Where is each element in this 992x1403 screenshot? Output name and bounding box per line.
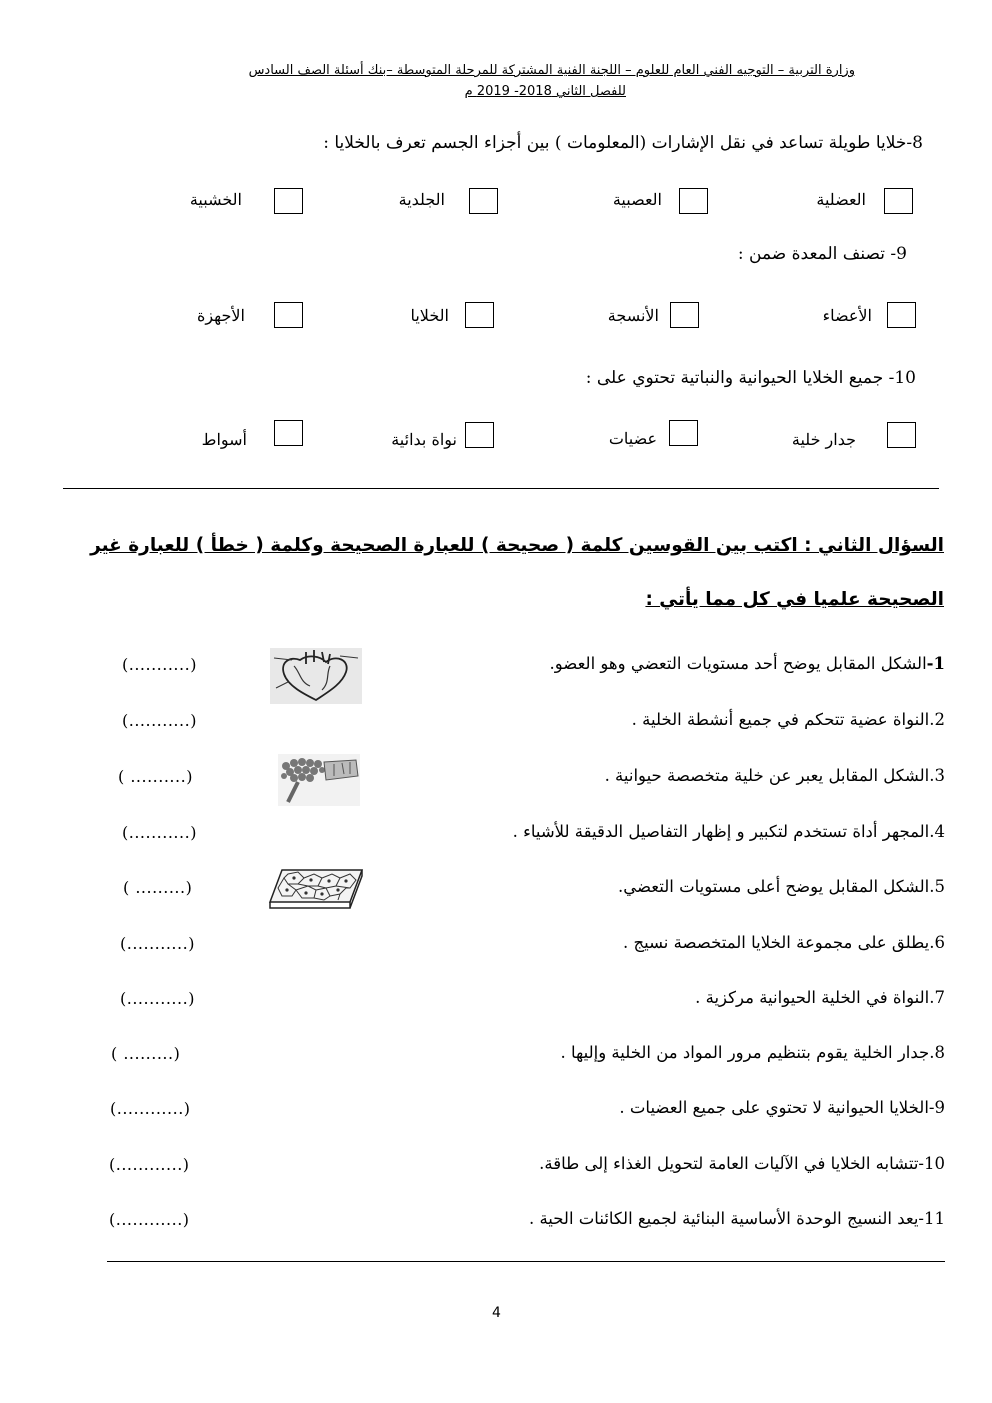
section2-title-line-2: الصحيحة علميا في كل مما يأتي : (645, 589, 944, 610)
statement-text: الخلايا الحيوانية لا تحتوي على جميع العضيات . (619, 1098, 929, 1117)
statement-6 (623, 933, 945, 952)
statement-11 (529, 1209, 945, 1228)
answer-blank-9[interactable]: (............) (110, 1099, 191, 1118)
section2-title-line-1: السؤال الثاني : اكتب بين القوسين كلمة ( صحيحة ) للعبارة الصحيحة وكلمة ( خطأ ) للعبارة غير (90, 535, 944, 556)
statement-number: 10- (918, 1154, 945, 1173)
statement-number: 5. (929, 877, 945, 896)
statement-number: 8. (929, 1043, 945, 1062)
mcq-8-option-4-checkbox[interactable] (274, 188, 303, 214)
mcq-8-option-2-label: العصبية (612, 190, 662, 209)
answer-blank-10[interactable]: (............) (109, 1155, 190, 1174)
specialized-cell-figure (278, 754, 360, 806)
mcq-8-option-1-label: العضلية (816, 190, 866, 209)
statement-number: 2. (929, 710, 945, 729)
statement-number: 11- (918, 1209, 945, 1228)
mcq-9-option-4-label: الأجهزة (196, 306, 245, 325)
page-number: 4 (492, 1305, 501, 1321)
mcq-9-option-1-label: الأعضاء (822, 306, 872, 325)
statement-text: الشكل المقابل يعبر عن خلية متخصصة حيوانية . (604, 766, 930, 785)
mcq-9-option-3-checkbox[interactable] (465, 302, 494, 328)
statement-10 (539, 1154, 945, 1173)
header-line-2: للفصل الثاني 2018- 2019 م (464, 84, 626, 99)
answer-blank-7[interactable]: (...........) (120, 989, 195, 1008)
answer-blank-8[interactable]: ( .........) (111, 1044, 181, 1063)
answer-blank-5[interactable]: ( .........) (123, 878, 193, 897)
section-divider (63, 488, 939, 489)
mcq-9-option-3-label: الخلايا (410, 306, 449, 325)
mcq-8-option-2-checkbox[interactable] (679, 188, 708, 214)
mcq-8-option-3-checkbox[interactable] (469, 188, 498, 214)
tissue-figure (268, 866, 364, 910)
statement-7 (695, 988, 945, 1007)
mcq-8-option-3-label: الجلدية (398, 190, 445, 209)
statement-2 (632, 710, 945, 729)
statement-number: 9- (928, 1098, 945, 1117)
statement-4 (513, 822, 945, 841)
mcq-9-option-1-checkbox[interactable] (887, 302, 916, 328)
statement-number: 4. (929, 822, 945, 841)
mcq-10-option-4-label: أسواط (201, 430, 247, 449)
mcq-10-option-1-label: جدار خلية (791, 430, 856, 449)
mcq-9-option-2-checkbox[interactable] (670, 302, 699, 328)
statement-number: 6. (929, 933, 945, 952)
statement-number: 3. (929, 766, 945, 785)
statement-9 (619, 1098, 945, 1117)
statement-5 (618, 877, 945, 896)
statement-number: 1- (926, 654, 945, 673)
statement-text: تتشابه الخلايا في الآليات العامة لتحويل الغذاء إلى طاقة. (539, 1154, 919, 1173)
mcq-9-option-4-checkbox[interactable] (274, 302, 303, 328)
mcq-8-question: 8-خلايا طويلة تساعد في نقل الإشارات (المعلومات ) بين أجزاء الجسم تعرف بالخلايا : (323, 133, 923, 153)
statement-1 (550, 654, 946, 673)
mcq-8-option-4-label: الخشبية (189, 190, 242, 209)
statement-text: يعد النسيج الوحدة الأساسية البنائية لجميع الكائنات الحية . (528, 1209, 919, 1228)
statement-text: المجهر أداة تستخدم لتكبير و إظهار التفاصيل الدقيقة للأشياء . (512, 822, 930, 841)
answer-blank-1[interactable]: (...........) (122, 655, 197, 674)
mcq-10-option-3-checkbox[interactable] (465, 422, 494, 448)
mcq-10-question: 10- جميع الخلايا الحيوانية والنباتية تحتوي على : (585, 368, 916, 388)
statement-number: 7. (929, 988, 945, 1007)
statement-8 (560, 1043, 945, 1062)
heart-figure (270, 648, 362, 704)
answer-blank-4[interactable]: (...........) (122, 823, 197, 842)
answer-blank-11[interactable]: (............) (109, 1210, 190, 1229)
mcq-8-option-1-checkbox[interactable] (884, 188, 913, 214)
mcq-10-option-2-label: عضيات (608, 429, 657, 448)
statement-text: يطلق على مجموعة الخلايا المتخصصة نسيج . (622, 933, 930, 952)
answer-blank-6[interactable]: (...........) (120, 934, 195, 953)
mcq-9-question: 9- تصنف المعدة ضمن : (737, 244, 907, 264)
mcq-10-option-1-checkbox[interactable] (887, 422, 916, 448)
header-line-1: وزارة التربية – التوجيه الفني العام للعلوم – اللجنة الفنية المشتركة للمرحلة المتوسطة –بنك أسئلة الصف السادس (248, 63, 855, 78)
mcq-10-option-4-checkbox[interactable] (274, 420, 303, 446)
answer-blank-3[interactable]: ( ..........) (118, 767, 193, 786)
mcq-9-option-2-label: الأنسجة (607, 306, 659, 325)
mcq-10-option-2-checkbox[interactable] (669, 420, 698, 446)
statement-text: الشكل المقابل يوضح أحد مستويات التعضي وهو العضو. (549, 654, 927, 673)
answer-blank-2[interactable]: (...........) (122, 711, 197, 730)
bottom-divider (107, 1261, 945, 1262)
statement-text: جدار الخلية يقوم بتنظيم مرور المواد من الخلية وإليها . (560, 1043, 930, 1062)
statement-text: النواة عضية تتحكم في جميع أنشطة الخلية . (631, 710, 930, 729)
mcq-10-option-3-label: نواة بدائية (391, 430, 457, 449)
statement-text: الشكل المقابل يوضح أعلى مستويات التعضي. (617, 877, 930, 896)
statement-text: النواة في الخلية الحيوانية مركزية . (695, 988, 930, 1007)
statement-3 (605, 766, 945, 785)
